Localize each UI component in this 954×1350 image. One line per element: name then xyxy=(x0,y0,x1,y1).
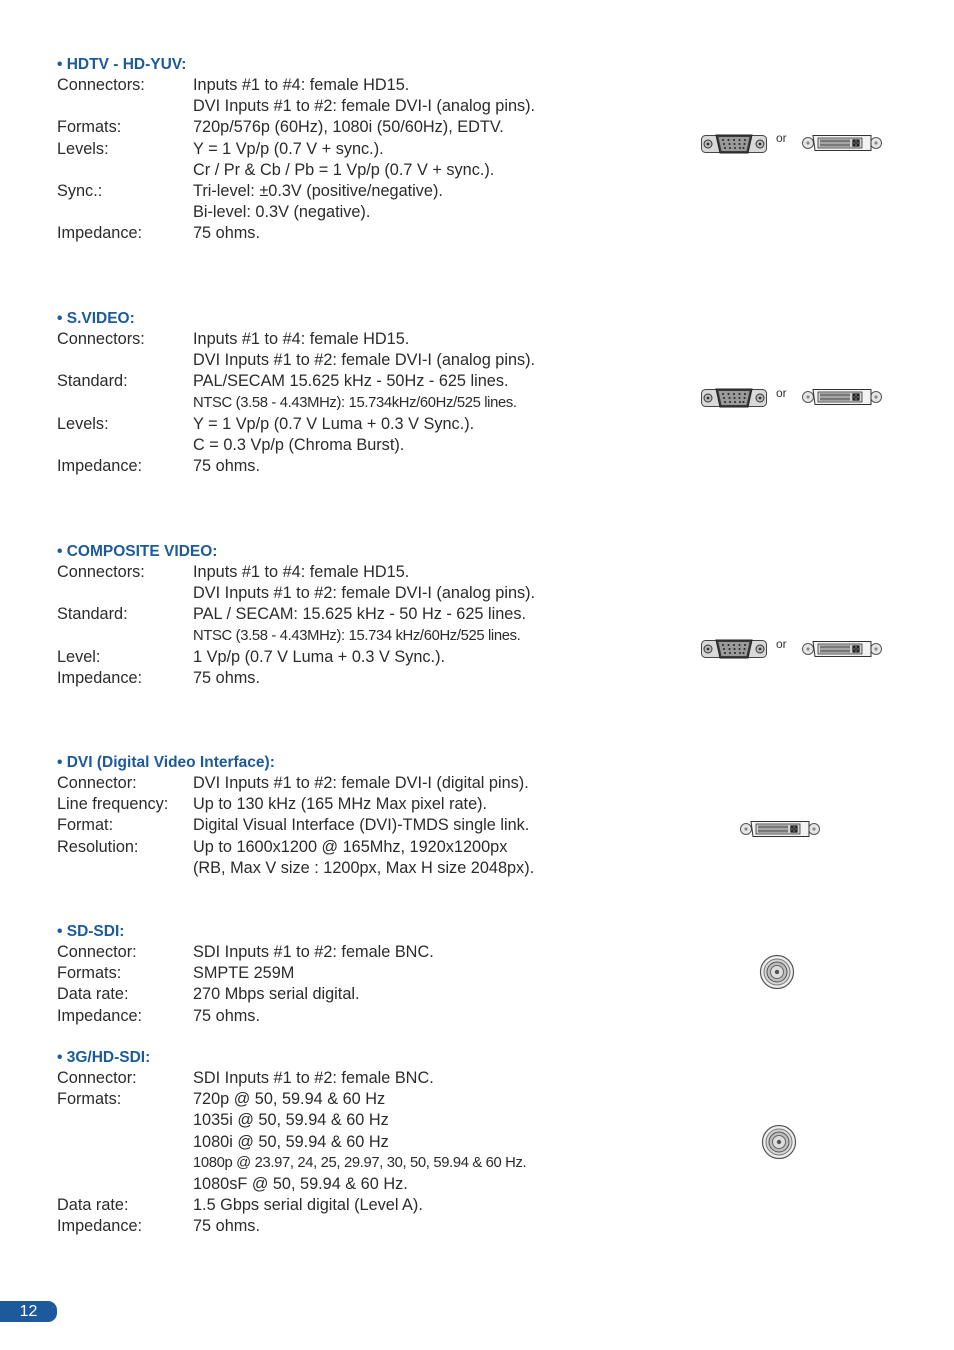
spec-row xyxy=(57,837,657,858)
bnc-connector-icon xyxy=(761,1124,797,1160)
spec-label xyxy=(57,350,193,371)
spec-row xyxy=(57,773,657,794)
page-number: 12 xyxy=(0,1301,57,1322)
spec-label xyxy=(57,160,193,181)
spec-label: Levels: xyxy=(57,414,109,433)
spec-row xyxy=(57,96,657,117)
spec-row xyxy=(57,1089,657,1110)
spec-row xyxy=(57,181,657,202)
spec-label xyxy=(57,858,193,879)
spec-row xyxy=(57,414,657,435)
spec-label: Connector: xyxy=(57,1069,137,1087)
hd15-connector-icon xyxy=(701,637,767,661)
spec-value: 1080sF @ 50, 59.94 & 60 Hz. xyxy=(193,1174,408,1193)
section-heading: • SD-SDI: xyxy=(57,923,125,940)
spec-value: 720p @ 50, 59.94 & 60 Hz xyxy=(193,1090,386,1109)
spec-label: Impedance: xyxy=(57,457,143,476)
spec-label xyxy=(57,202,193,223)
spec-value: Up to 1600x1200 @ 165Mhz, 1920x1200px xyxy=(193,837,508,856)
spec-value: 75 ohms. xyxy=(193,1006,260,1025)
spec-row xyxy=(57,626,657,647)
spec-label: Levels: xyxy=(57,139,109,158)
dvi-i-connector-icon xyxy=(802,134,882,152)
bnc-connector-icon xyxy=(759,954,795,990)
spec-label: Connectors: xyxy=(57,563,145,581)
spec-row xyxy=(57,75,657,96)
spec-value: DVI Inputs #1 to #2: female DVI-I (digital pins). xyxy=(193,774,529,792)
spec-row xyxy=(57,117,657,138)
spec-label xyxy=(57,583,193,604)
section-heading: • S.VIDEO: xyxy=(57,310,135,327)
spec-label xyxy=(57,1110,193,1131)
spec-row xyxy=(57,350,657,371)
spec-label: Connectors: xyxy=(57,330,145,348)
spec-value: 75 ohms. xyxy=(193,1217,260,1236)
spec-label: Impedance: xyxy=(57,668,143,687)
dvi-i-connector-icon xyxy=(802,640,882,658)
spec-row xyxy=(57,371,657,392)
or-label: or xyxy=(776,386,787,400)
spec-row xyxy=(57,604,657,625)
spec-section-sd-sdi xyxy=(57,921,657,1027)
spec-section-composite-video xyxy=(57,541,657,689)
spec-row xyxy=(57,647,657,668)
spec-row xyxy=(57,1153,657,1174)
spec-label: Level: xyxy=(57,647,101,666)
spec-row xyxy=(57,223,657,244)
spec-row xyxy=(57,942,657,963)
spec-label: Standard: xyxy=(57,605,128,624)
spec-row xyxy=(57,393,657,414)
spec-label: Format: xyxy=(57,816,114,835)
spec-value: SMPTE 259M xyxy=(193,964,295,983)
spec-value: SDI Inputs #1 to #2: female BNC. xyxy=(193,1069,434,1087)
spec-label: Impedance: xyxy=(57,1006,143,1025)
spec-row xyxy=(57,456,657,477)
spec-label: Standard: xyxy=(57,372,128,391)
spec-label: Connector: xyxy=(57,774,137,792)
spec-row xyxy=(57,1006,657,1027)
spec-section-dvi xyxy=(57,752,657,879)
spec-label xyxy=(57,96,193,117)
dvi-connector-icon xyxy=(740,820,820,838)
spec-label: Sync.: xyxy=(57,181,103,200)
spec-value: Y = 1 Vp/p (0.7 V + sync.). xyxy=(193,139,384,158)
spec-section-hdtv xyxy=(57,54,657,245)
spec-value: 1 Vp/p (0.7 V Luma + 0.3 V Sync.). xyxy=(193,647,446,666)
spec-value: 1080i @ 50, 59.94 & 60 Hz xyxy=(193,1132,389,1151)
spec-label: Impedance: xyxy=(57,1217,143,1236)
spec-value: Tri-level: ±0.3V (positive/negative). xyxy=(193,181,443,200)
spec-value: 1080p @ 23.97, 24, 25, 29.97, 30, 50, 59.94 & 60 Hz. xyxy=(193,1154,527,1171)
spec-value: NTSC (3.58 - 4.43MHz): 15.734kHz/60Hz/525 lines. xyxy=(193,394,517,411)
spec-label xyxy=(57,1153,193,1174)
spec-value: DVI Inputs #1 to #2: female DVI-I (analog pins). xyxy=(193,97,536,116)
spec-value: NTSC (3.58 - 4.43MHz): 15.734 kHz/60Hz/525 lines. xyxy=(193,627,521,644)
spec-value: 75 ohms. xyxy=(193,224,260,243)
spec-section-svideo xyxy=(57,308,657,477)
spec-row xyxy=(57,329,657,350)
section-heading: • 3G/HD-SDI: xyxy=(57,1049,151,1066)
spec-row xyxy=(57,815,657,836)
spec-label xyxy=(57,626,193,647)
spec-label xyxy=(57,393,193,414)
spec-row xyxy=(57,583,657,604)
section-heading: • HDTV - HD-YUV: xyxy=(57,56,187,73)
spec-row xyxy=(57,1216,657,1237)
spec-label: Impedance: xyxy=(57,224,143,243)
spec-row xyxy=(57,794,657,815)
spec-value: Cr / Pr & Cb / Pb = 1 Vp/p (0.7 V + sync.). xyxy=(193,160,495,179)
spec-row xyxy=(57,562,657,583)
spec-value: Inputs #1 to #4: female HD15. xyxy=(193,76,410,94)
spec-value: DVI Inputs #1 to #2: female DVI-I (analog pins). xyxy=(193,351,536,370)
spec-label: Data rate: xyxy=(57,985,129,1004)
spec-value: Up to 130 kHz (165 MHz Max pixel rate). xyxy=(193,795,488,814)
spec-label: Connectors: xyxy=(57,76,145,94)
spec-value: PAL / SECAM: 15.625 kHz - 50 Hz - 625 lines. xyxy=(193,605,527,624)
hd15-connector-icon xyxy=(701,132,767,156)
spec-row xyxy=(57,1195,657,1216)
spec-row xyxy=(57,984,657,1005)
spec-row xyxy=(57,1174,657,1195)
or-label: or xyxy=(776,637,787,651)
spec-value: 1035i @ 50, 59.94 & 60 Hz xyxy=(193,1111,389,1130)
spec-row xyxy=(57,1132,657,1153)
spec-value: 270 Mbps serial digital. xyxy=(193,985,360,1004)
spec-value: DVI Inputs #1 to #2: female DVI-I (analog pins). xyxy=(193,584,536,603)
dvi-i-connector-icon xyxy=(802,388,882,406)
or-label: or xyxy=(776,131,787,145)
spec-label: Formats: xyxy=(57,1090,122,1109)
spec-row xyxy=(57,1110,657,1131)
spec-label: Formats: xyxy=(57,964,122,983)
spec-section-3g-hd-sdi xyxy=(57,1047,657,1238)
spec-value: 1.5 Gbps serial digital (Level A). xyxy=(193,1196,423,1215)
spec-row xyxy=(57,1068,657,1089)
spec-row xyxy=(57,160,657,181)
spec-value: Digital Visual Interface (DVI)-TMDS single link. xyxy=(193,816,530,835)
spec-value: Bi-level: 0.3V (negative). xyxy=(193,203,371,222)
spec-value: SDI Inputs #1 to #2: female BNC. xyxy=(193,943,434,961)
spec-label xyxy=(57,1132,193,1153)
spec-value: (RB, Max V size : 1200px, Max H size 2048px). xyxy=(193,858,535,877)
spec-value: Inputs #1 to #4: female HD15. xyxy=(193,563,410,581)
spec-value: Y = 1 Vp/p (0.7 V Luma + 0.3 V Sync.). xyxy=(193,414,475,433)
spec-label: Formats: xyxy=(57,118,122,137)
spec-row xyxy=(57,202,657,223)
spec-row xyxy=(57,963,657,984)
spec-label xyxy=(57,435,193,456)
spec-label xyxy=(57,1174,193,1195)
spec-value: PAL/SECAM 15.625 kHz - 50Hz - 625 lines. xyxy=(193,372,509,391)
spec-label: Line frequency: xyxy=(57,795,169,814)
spec-label: Data rate: xyxy=(57,1196,129,1215)
hd15-connector-icon xyxy=(701,386,767,410)
spec-value: 720p/576p (60Hz), 1080i (50/60Hz), EDTV. xyxy=(193,118,504,137)
spec-row xyxy=(57,435,657,456)
spec-value: 75 ohms. xyxy=(193,457,260,476)
section-heading: • COMPOSITE VIDEO: xyxy=(57,543,218,560)
spec-label: Resolution: xyxy=(57,837,139,856)
spec-value: C = 0.3 Vp/p (Chroma Burst). xyxy=(193,435,405,454)
spec-value: 75 ohms. xyxy=(193,668,260,687)
spec-row xyxy=(57,858,657,879)
spec-label: Connector: xyxy=(57,943,137,961)
section-heading: • DVI (Digital Video Interface): xyxy=(57,754,275,771)
spec-row xyxy=(57,139,657,160)
spec-row xyxy=(57,668,657,689)
spec-value: Inputs #1 to #4: female HD15. xyxy=(193,330,410,348)
